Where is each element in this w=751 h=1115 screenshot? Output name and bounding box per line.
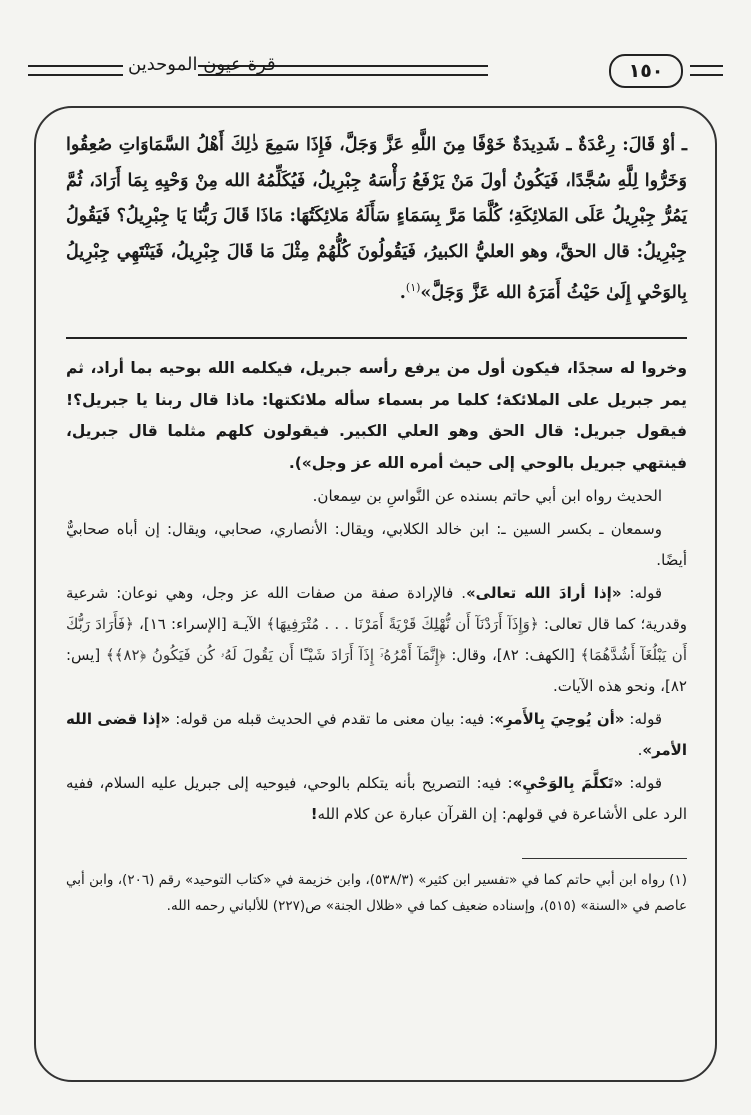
keyword-irada: «إذا أرادَ الله تعالى» — [465, 584, 622, 603]
text-segment: : فيه: بيان معنى ما تقدم في الحديث قبله من قوله: — [170, 710, 495, 729]
text-segment: . — [637, 741, 643, 760]
keyword-yuhi: «أن يُوحِيَ بِالأَمرِ» — [494, 710, 625, 729]
page-content — [66, 128, 687, 919]
page-header — [28, 52, 723, 88]
text-segment: ! — [310, 805, 318, 824]
commentary-source: الحديث رواه ابن أبي حاتم بسنده عن النَّواسِ بن سِمعان. — [312, 487, 662, 506]
commentary-takallam — [66, 768, 687, 830]
header-rule-right — [690, 65, 723, 76]
text-segment: [يس: ٨٢]، ونحو هذه الآيات. — [66, 646, 687, 696]
commentary-wahy — [66, 704, 687, 766]
hadith-text: ـ أوْ قَالَ: رِعْدَةٌ ـ شَدِيدَةٌ خَوْفًا مِنَ اللَّهِ عَزَّ وَجَلَّ، فَإِذَا سَمِعَ ذٰلِكَ أَهْلُ السَّمَاوَاتِ صُعِقُوا وَخَرُّوا لِلَّهِ سُجَّدًا، فَيَكُونُ أولَ مَنْ يَرْفَعُ رَأْسَهُ جِبْرِيلُ، فَيُكَلِّمُهُ الله مِنْ وَحْيِهِ بِمَا أَرَادَ، ثُمَّ يَمُرُّ جِبْرِيلُ عَلَى المَلائِكَةِ؛ كُلَّمَا مَرَّ بِسَمَاءٍ سَأَلَهُ مَلائِكَتُهَا: مَاذَا قَالَ رَبُّنَا يَا جِبْرِيلُ؟ فَيَقُولُ جِبْرِيلُ: قال الحقَّ، وهو العليُّ الكبيرُ، فَيَقُولُونَ كُلُّهُمْ مِثْلَ مَا قَالَ جِبْرِيلُ، فَيَنْتَهِي جِبْرِيلُ بِالوَحْيِ إِلَىٰ حَيْثُ أَمَرَهُ الله عَزَّ وَجَلَّ»$^{(١)}$. — [66, 135, 687, 303]
text-segment: [الكهف: ٨٢]، وقال: — [445, 646, 581, 665]
footnote-rule — [522, 858, 687, 859]
qawluhu-label: قوله: — [623, 774, 662, 793]
commentary-irada — [66, 578, 687, 702]
commentary-narrator: وسمعان ـ بكسر السين ـ: ابن خالد الكلابي، ويقال: الأنصاري، صحابي، ويقال: إن أباه صحابيٌّ أيضًا. — [66, 520, 687, 570]
page-number: ١٥٠ — [609, 54, 683, 88]
text-segment: الآيـة [الإسراء: ١٦]، — [133, 615, 267, 634]
footnote-text: (١) رواه ابن أبي حاتم كما في «تفسير ابن كثير» (٥٣٨/٣)، وابن خزيمة في «كتاب التوحيد» رقم (٢٠٦)، وابن أبي عاصم في «السنة» (٥١٥)، وإسناده ضعيف كما في «ظلال الجنة» ص(٢٢٧) للألباني رحمه الله. — [66, 872, 687, 915]
footnote-marker: (١) — [405, 281, 421, 294]
keyword-qada: «إذا قضى الله الأمر» — [66, 710, 687, 760]
section-divider — [66, 337, 687, 339]
qawluhu-label: قوله: — [624, 710, 663, 729]
header-rule-left — [28, 65, 123, 76]
quran-verse-isra: ﴿وَإِذَآ أَرَدْنَآ أَن نُّهْلِكَ قَرْيَةً أَمَرْنَا . . . مُتْرَفِيهَا﴾ — [266, 615, 539, 634]
text-segment: : فيه: التصريح بأنه يتكلم بالوحي، فيوحيه إلى جبريل عليه السلام، ففيه الرد على الأشاعرة في قولهم: إن القرآن عبارة عن كلام الله — [66, 774, 687, 824]
commentary-summary: وخروا له سجدًا، فيكون أول من يرفع رأسه جبريل، فيكلمه الله بوحيه بما أراد، ثم يمر جبريل على الملائكة؛ كلما مر بسماء سأله ملائكتها: ماذا قال ربنا يا جبريل؟! فيقول جبريل: قال الحق وهو العلي الكبير. فيقولون كلهم مثلما قال جبريل، فينتهي جبريل بالوحي إلى حيث أمره الله عز وجل»). — [66, 359, 687, 472]
quran-verse-kahf: ﴿فَأَرَادَ رَبُّكَ أَن يَبْلُغَآ أَشُدَّهُمَا﴾ — [66, 615, 687, 665]
text-segment: . فالإرادة صفة من صفات الله عز وجل، وهي نوعان: شرعية وقدرية؛ كما قال تعالى: — [66, 584, 688, 634]
keyword-takallam: «تَكلَّمَ بِالوَحْيِ» — [512, 774, 624, 793]
qawluhu-label: قوله: — [621, 584, 662, 603]
hadith-body: ـ أوْ قَالَ: رِعْدَةٌ ـ شَدِيدَةٌ خَوْفًا مِنَ اللَّهِ عَزَّ وَجَلَّ، فَإِذَا سَمِعَ ذٰلِكَ أَهْلُ السَّمَاوَاتِ صُعِقُوا وَخَرُّوا لِلَّهِ سُجَّدًا، فَيَكُونُ أولَ مَنْ يَرْفَعُ رَأْسَهُ جِبْرِيلُ، فَيُكَلِّمُهُ الله مِنْ وَحْيِهِ بِمَا أَرَادَ، ثُمَّ يَمُرُّ جِبْرِيلُ عَلَى المَلائِكَةِ؛ كُلَّمَا مَرَّ بِسَمَاءٍ سَأَلَهُ مَلائِكَتُهَا: مَاذَا قَالَ رَبُّنَا يَا جِبْرِيلُ؟ فَيَقُولُ جِبْرِيلُ: قال الحقَّ، وهو العليُّ الكبيرُ، فَيَقُولُونَ كُلُّهُمْ مِثْلَ مَا قَالَ جِبْرِيلُ، فَيَنْتَهِي جِبْرِيلُ بِالوَحْيِ إِلَىٰ حَيْثُ أَمَرَهُ الله عَزَّ وَجَلَّ» — [66, 135, 687, 303]
quran-verse-yasin: ﴿إِنَّمَآ أَمْرُهُۥٓ إِذَآ أَرَادَ شَيْـًٔا أَن يَقُولَ لَهُۥ كُن فَيَكُونُ ﴿٨٢﴾﴾ — [105, 646, 446, 665]
running-title: قرة عيون الموحدين — [128, 54, 276, 75]
